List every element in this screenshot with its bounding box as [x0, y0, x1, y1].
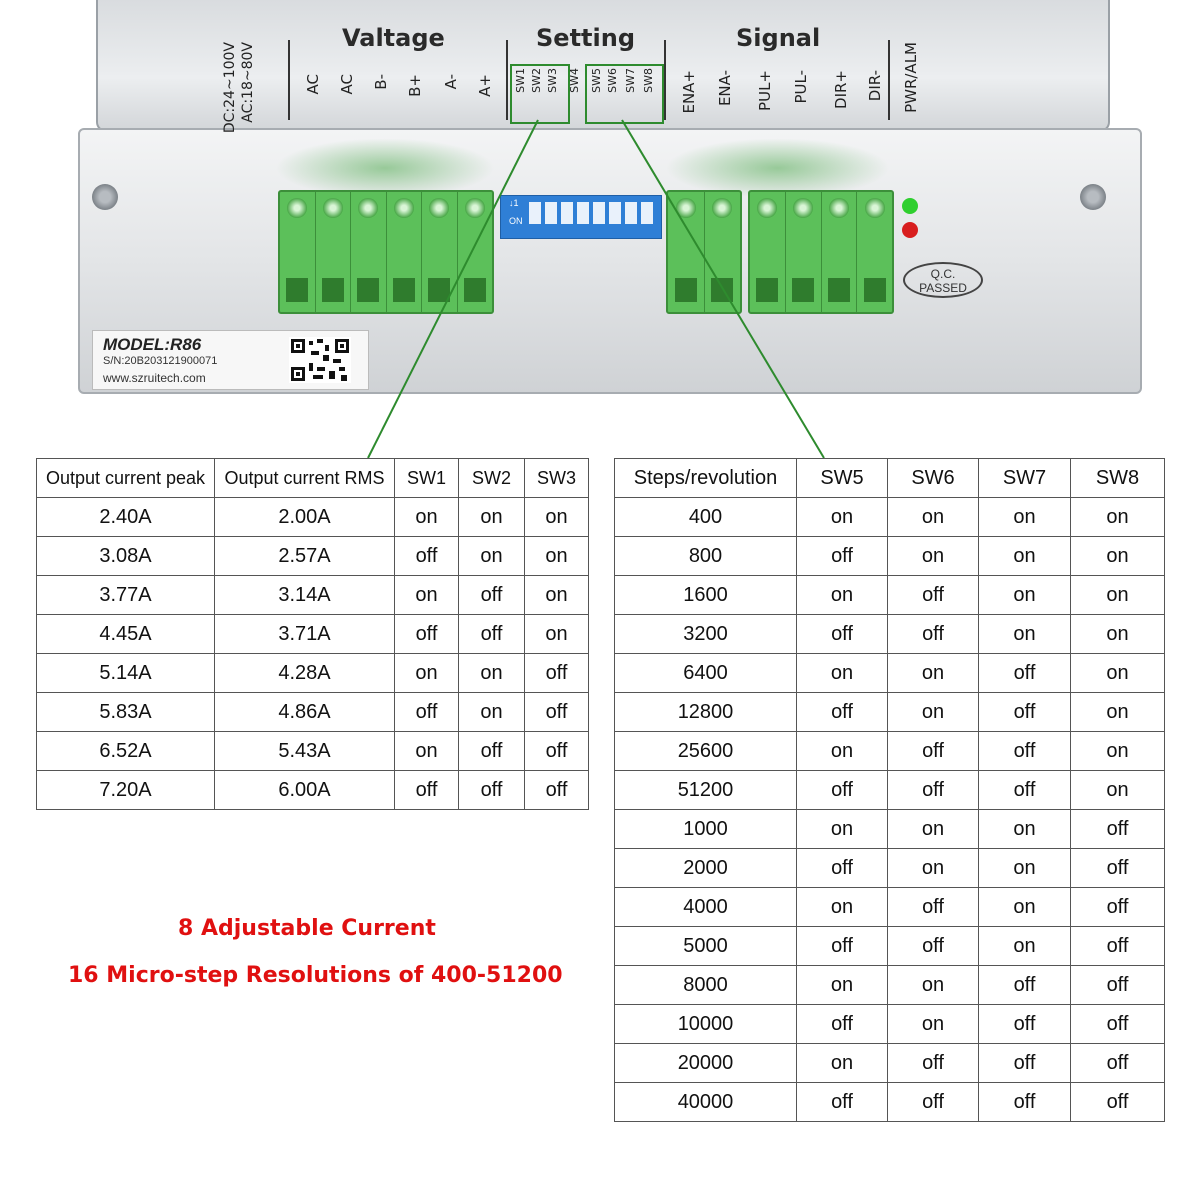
table-cell: 1600 [615, 576, 797, 615]
table-row [615, 1083, 1165, 1122]
table-cell: off [525, 654, 589, 693]
table-row [37, 537, 589, 576]
table-row [615, 1044, 1165, 1083]
table-cell: on [979, 498, 1071, 537]
table-row [615, 966, 1165, 1005]
table-cell: 4.28A [215, 654, 395, 693]
table-cell: 4.86A [215, 693, 395, 732]
table-cell: on [459, 693, 525, 732]
dip-on-label: ON [509, 216, 523, 226]
table-cell: off [888, 576, 979, 615]
table-row [615, 849, 1165, 888]
table-cell: on [1071, 654, 1165, 693]
table-cell: 6.00A [215, 771, 395, 810]
table-cell: off [888, 1044, 979, 1083]
column-header: Steps/revolution [615, 459, 797, 498]
table-cell: off [797, 615, 888, 654]
setting-group-title: Setting [536, 24, 635, 52]
table-cell: off [1071, 1044, 1165, 1083]
table-cell: off [888, 771, 979, 810]
table-cell: on [797, 888, 888, 927]
table-cell: off [525, 732, 589, 771]
table-cell: 3.08A [37, 537, 215, 576]
power-spec-ac: AC:18~80V [240, 42, 256, 123]
table-cell: on [979, 888, 1071, 927]
table-cell: on [459, 537, 525, 576]
pin-label-a-minus: A- [442, 74, 460, 90]
table-cell: off [797, 927, 888, 966]
table-row [615, 537, 1165, 576]
switch-label-sw6: SW6 [606, 68, 619, 93]
table-row [37, 615, 589, 654]
table-cell: on [797, 810, 888, 849]
pin-label-ena-minus: ENA- [716, 70, 734, 107]
table-cell: 4000 [615, 888, 797, 927]
table-cell: on [459, 654, 525, 693]
switch-label-sw3: SW3 [546, 68, 559, 93]
table-cell: 5000 [615, 927, 797, 966]
column-header: SW1 [395, 459, 459, 498]
table-cell: on [979, 810, 1071, 849]
table-row [37, 576, 589, 615]
switch-label-sw7: SW7 [624, 68, 637, 93]
table-cell: off [395, 771, 459, 810]
dip-switch-block[interactable]: ↓1 ON [500, 195, 662, 239]
table-cell: on [979, 849, 1071, 888]
table-cell: off [979, 966, 1071, 1005]
column-header: SW3 [525, 459, 589, 498]
table-row [615, 654, 1165, 693]
switch-label-sw1: SW1 [514, 68, 527, 93]
pin-label-ac2: AC [338, 74, 356, 95]
switch-label-sw8: SW8 [642, 68, 655, 93]
table-cell: 20000 [615, 1044, 797, 1083]
table-cell: on [797, 654, 888, 693]
table-cell: 40000 [615, 1083, 797, 1122]
table-cell: off [525, 693, 589, 732]
table-cell: on [888, 654, 979, 693]
qc-stamp-line2: PASSED [919, 281, 967, 295]
table-cell: off [888, 927, 979, 966]
table-cell: 25600 [615, 732, 797, 771]
switch-label-sw2: SW2 [530, 68, 543, 93]
table-cell: 5.14A [37, 654, 215, 693]
table-cell: 51200 [615, 771, 797, 810]
table-cell: off [888, 732, 979, 771]
table-header-row [37, 459, 589, 498]
table-cell: on [1071, 576, 1165, 615]
table-cell: on [1071, 537, 1165, 576]
caption-microstep-resolutions: 16 Micro-step Resolutions of 400-51200 [68, 963, 563, 988]
table-cell: off [797, 849, 888, 888]
power-spec-dc: DC:24~100V [222, 42, 238, 134]
table-row [37, 771, 589, 810]
table-cell: on [979, 615, 1071, 654]
table-row [615, 693, 1165, 732]
table-cell: 3.77A [37, 576, 215, 615]
table-row [615, 927, 1165, 966]
table-cell: on [1071, 615, 1165, 654]
table-cell: on [979, 537, 1071, 576]
table-cell: on [979, 927, 1071, 966]
table-cell: 6400 [615, 654, 797, 693]
table-row [615, 732, 1165, 771]
table-row [615, 615, 1165, 654]
table-cell: on [797, 498, 888, 537]
table-cell: 800 [615, 537, 797, 576]
table-cell: off [797, 1005, 888, 1044]
table-cell: on [525, 498, 589, 537]
table-cell: 400 [615, 498, 797, 537]
table-cell: off [459, 732, 525, 771]
table-cell: on [888, 810, 979, 849]
table-cell: off [979, 771, 1071, 810]
column-header: Output current RMS [215, 459, 395, 498]
table-row [37, 693, 589, 732]
column-header: Output current peak [37, 459, 215, 498]
table-row [37, 498, 589, 537]
table-cell: off [459, 576, 525, 615]
signal-group-title: Signal [736, 24, 821, 52]
table-cell: off [888, 888, 979, 927]
table-cell: on [888, 1005, 979, 1044]
table-row [615, 771, 1165, 810]
table-cell: 5.83A [37, 693, 215, 732]
table-header-row [615, 459, 1165, 498]
caption-adjustable-current: 8 Adjustable Current [178, 916, 436, 941]
table-row [615, 810, 1165, 849]
model-text: MODEL:R86 [103, 335, 202, 354]
pin-label-a-plus: A+ [476, 74, 494, 97]
pin-label-dir-minus: DIR- [866, 70, 884, 102]
voltage-group-title: Valtage [342, 24, 445, 52]
pin-label-b-plus: B+ [406, 74, 424, 97]
table-cell: off [888, 615, 979, 654]
column-header: SW8 [1071, 459, 1165, 498]
table-cell: on [797, 966, 888, 1005]
table-row [37, 654, 589, 693]
qc-stamp-line1: Q.C. [930, 267, 956, 281]
table-cell: 2.57A [215, 537, 395, 576]
table-cell: 3.14A [215, 576, 395, 615]
table-cell: off [979, 1083, 1071, 1122]
switch-label-sw4: SW4 [568, 68, 581, 93]
table-cell: off [395, 537, 459, 576]
table-cell: off [525, 771, 589, 810]
table-cell: 1000 [615, 810, 797, 849]
table-cell: on [888, 537, 979, 576]
table-cell: on [797, 732, 888, 771]
table-cell: 2.40A [37, 498, 215, 537]
pwr-alm-label: PWR/ALM [902, 42, 920, 113]
table-cell: off [1071, 1083, 1165, 1122]
table-cell: 12800 [615, 693, 797, 732]
table-cell: off [797, 771, 888, 810]
column-header: SW7 [979, 459, 1071, 498]
microstep-setting-table [614, 458, 1165, 1122]
table-cell: on [525, 537, 589, 576]
table-cell: on [1071, 693, 1165, 732]
table-cell: on [395, 654, 459, 693]
table-cell: off [459, 771, 525, 810]
column-header: SW6 [888, 459, 979, 498]
pin-label-ac1: AC [304, 74, 322, 95]
pin-label-pul-plus: PUL+ [756, 70, 774, 111]
table-cell: on [1071, 498, 1165, 537]
table-cell: on [797, 1044, 888, 1083]
switch-label-sw5: SW5 [590, 68, 603, 93]
current-setting-table [36, 458, 589, 810]
table-cell: on [888, 498, 979, 537]
leader-line-steps [622, 120, 824, 458]
table-cell: off [797, 1083, 888, 1122]
table-cell: on [888, 849, 979, 888]
table-cell: 3.71A [215, 615, 395, 654]
leader-line-current [368, 120, 538, 458]
table-cell: on [395, 498, 459, 537]
table-cell: 2.00A [215, 498, 395, 537]
table-cell: off [979, 732, 1071, 771]
table-cell: on [459, 498, 525, 537]
table-cell: 7.20A [37, 771, 215, 810]
table-cell: 4.45A [37, 615, 215, 654]
pin-label-dir-plus: DIR+ [832, 70, 850, 109]
table-cell: on [1071, 732, 1165, 771]
table-cell: 10000 [615, 1005, 797, 1044]
pin-label-pul-minus: PUL- [792, 70, 810, 104]
table-cell: off [1071, 888, 1165, 927]
table-cell: 6.52A [37, 732, 215, 771]
table-cell: off [979, 1005, 1071, 1044]
table-cell: off [395, 693, 459, 732]
table-cell: 3200 [615, 615, 797, 654]
table-row [37, 732, 589, 771]
pin-label-b-minus: B- [372, 74, 390, 90]
column-header: SW5 [797, 459, 888, 498]
table-cell: off [1071, 849, 1165, 888]
table-cell: on [888, 966, 979, 1005]
table-cell: off [797, 537, 888, 576]
table-cell: off [888, 1083, 979, 1122]
table-cell: off [797, 693, 888, 732]
website-text: www.szruitech.com [103, 371, 206, 385]
table-row [615, 576, 1165, 615]
table-cell: on [888, 693, 979, 732]
table-row [615, 888, 1165, 927]
pin-label-ena-plus: ENA+ [680, 70, 698, 114]
table-cell: on [395, 576, 459, 615]
table-cell: on [525, 615, 589, 654]
table-cell: on [525, 576, 589, 615]
table-row [615, 498, 1165, 537]
table-cell: off [1071, 1005, 1165, 1044]
table-cell: off [979, 1044, 1071, 1083]
column-header: SW2 [459, 459, 525, 498]
callout-leader-lines [0, 0, 1200, 470]
table-cell: on [395, 732, 459, 771]
table-cell: 5.43A [215, 732, 395, 771]
serial-number-text: S/N:20B203121900071 [103, 355, 218, 367]
table-row [615, 1005, 1165, 1044]
table-cell: off [459, 615, 525, 654]
table-cell: off [395, 615, 459, 654]
table-cell: on [1071, 771, 1165, 810]
table-cell: off [1071, 810, 1165, 849]
table-cell: off [979, 693, 1071, 732]
table-cell: 2000 [615, 849, 797, 888]
table-cell: off [1071, 927, 1165, 966]
table-cell: 8000 [615, 966, 797, 1005]
table-cell: off [979, 654, 1071, 693]
table-cell: off [1071, 966, 1165, 1005]
table-cell: on [979, 576, 1071, 615]
table-cell: on [797, 576, 888, 615]
